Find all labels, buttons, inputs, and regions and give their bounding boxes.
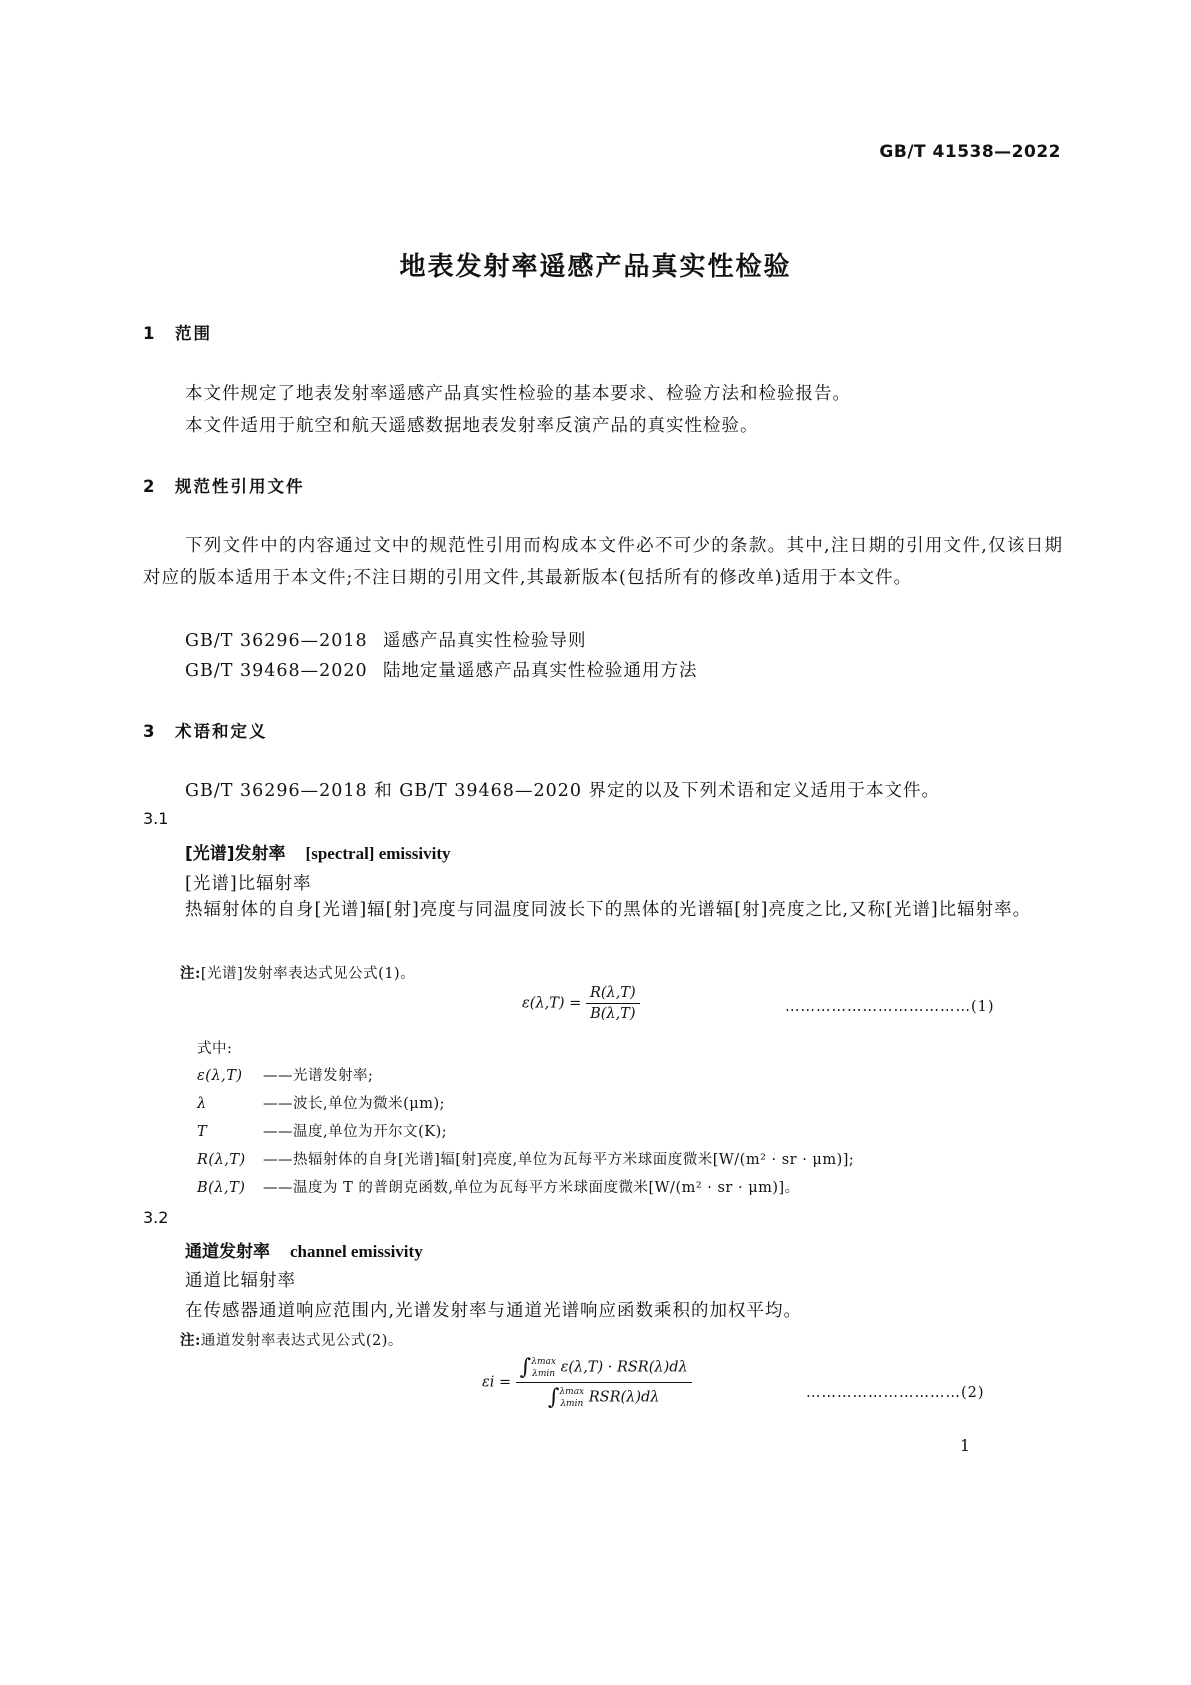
section-1-heading (143, 320, 212, 344)
term-zh: [光谱]发射率 (185, 844, 286, 864)
section-3-intro: GB/T 36296—2018 和 GB/T 39468—2020 界定的以及下列术语和定义适用于本文件。 (185, 781, 941, 801)
section-3-heading (143, 718, 268, 742)
note (180, 1329, 403, 1350)
formula-lhs: ε(λ,T) = (522, 995, 582, 1012)
standard-number: GB/T 41538—2022 (879, 142, 1061, 162)
where-label: 式中: (197, 1041, 233, 1057)
symbol-description: ——波长,单位为微米(μm); (263, 1096, 445, 1112)
formula-fraction (516, 1355, 692, 1410)
leader-dots: ……………………………… (785, 999, 971, 1015)
symbol-description: ——光谱发射率; (263, 1068, 374, 1084)
term-zh: 通道发射率 (185, 1242, 270, 1262)
symbol-description: ——温度为 T 的普朗克函数,单位为瓦每平方米球面度微米[W/(m² · sr · μm)]。 (263, 1180, 800, 1196)
section-title: 规范性引用文件 (175, 477, 305, 496)
section-1-paragraph: 本文件规定了地表发射率遥感产品真实性检验的基本要求、检验方法和检验报告。 (185, 384, 851, 404)
symbol: λ (197, 1096, 207, 1112)
term-heading (185, 1237, 423, 1262)
note-label: 注: (180, 965, 201, 982)
equation-number: (2) (961, 1385, 985, 1401)
note-text: [光谱]发射率表达式见公式(1)。 (200, 966, 416, 982)
term-synonym: 通道比辐射率 (185, 1271, 296, 1291)
equation-number-2 (806, 1385, 985, 1401)
symbol: ε(λ,T) (197, 1068, 243, 1084)
symbol-row (197, 1064, 373, 1085)
symbol-description: ——温度,单位为开尔文(K); (263, 1124, 448, 1140)
term-definition: 在传感器通道响应范围内,光谱发射率与通道光谱响应函数乘积的加权平均。 (185, 1301, 803, 1321)
term-number: 3.1 (143, 809, 169, 828)
section-number: 2 (143, 477, 155, 496)
symbol: B(λ,T) (197, 1180, 246, 1196)
document-title: 地表发射率遥感产品真实性检验 (399, 252, 792, 282)
integral-sign: ∫ (519, 1355, 532, 1380)
formula-fraction (586, 985, 640, 1022)
formula-lhs: εi = (482, 1374, 512, 1391)
integral-limits: λmax λmin (559, 1386, 585, 1409)
reference-title: 遥感产品真实性检验导则 (383, 631, 587, 651)
term-synonym: [光谱]比辐射率 (185, 874, 312, 894)
term-en: channel emissivity (290, 1242, 423, 1261)
symbol-description: ——热辐射体的自身[光谱]辐[射]亮度,单位为瓦每平方米球面度微米[W/(m² · sr · μm)]; (263, 1152, 855, 1168)
reference-item (185, 657, 698, 682)
term-number: 3.2 (143, 1208, 169, 1227)
reference-item (185, 627, 587, 652)
formula-denominator: ∫λmax λmin RSR(λ)dλ (547, 1385, 660, 1410)
symbol-row (197, 1176, 800, 1197)
term-definition: 热辐射体的自身[光谱]辐[射]亮度与同温度同波长下的黑体的光谱辐[射]亮度之比,又称[光谱]比辐射率。 (185, 900, 1032, 920)
reference-title: 陆地定量遥感产品真实性检验通用方法 (383, 661, 698, 681)
formula-numerator: ∫λmax λmin ε(λ,T) · RSR(λ)dλ (516, 1355, 692, 1383)
section-number: 3 (143, 722, 155, 741)
formula-2 (482, 1355, 692, 1410)
formula-1 (522, 985, 640, 1022)
term-en: [spectral] emissivity (305, 844, 451, 863)
formula-numerator: R(λ,T) (586, 985, 640, 1004)
note-text: 通道发射率表达式见公式(2)。 (200, 1333, 403, 1349)
note (180, 962, 415, 983)
symbol-row (197, 1120, 447, 1141)
integral-limits: λmax λmin (531, 1356, 556, 1379)
integral-sign: ∫ (547, 1385, 560, 1410)
section-2-heading (143, 473, 305, 497)
section-1-paragraph: 本文件适用于航空和航天遥感数据地表发射率反演产品的真实性检验。 (185, 416, 759, 436)
section-number: 1 (143, 324, 155, 343)
equation-number-1 (785, 999, 995, 1015)
symbol: R(λ,T) (197, 1152, 246, 1168)
leader-dots: ………………………… (806, 1385, 961, 1401)
note-label: 注: (180, 1332, 201, 1349)
symbol-row (197, 1092, 445, 1113)
term-heading (185, 839, 451, 864)
reference-code: GB/T 36296—2018 (185, 631, 368, 651)
section-2-paragraph: 下列文件中的内容通过文中的规范性引用而构成本文件必不可少的条款。其中,注日期的引用文件,仅该日期对应的版本适用于本文件;不注日期的引用文件,其最新版本(包括所有的修改单)适用于本文件。 (143, 536, 1063, 588)
symbol: T (197, 1124, 208, 1140)
symbol-row (197, 1148, 854, 1169)
page-number: 1 (959, 1436, 970, 1455)
section-title: 术语和定义 (175, 722, 268, 741)
formula-denominator: B(λ,T) (590, 1006, 636, 1022)
equation-number: (1) (971, 999, 995, 1015)
section-title: 范围 (175, 324, 212, 343)
reference-code: GB/T 39468—2020 (185, 661, 368, 681)
